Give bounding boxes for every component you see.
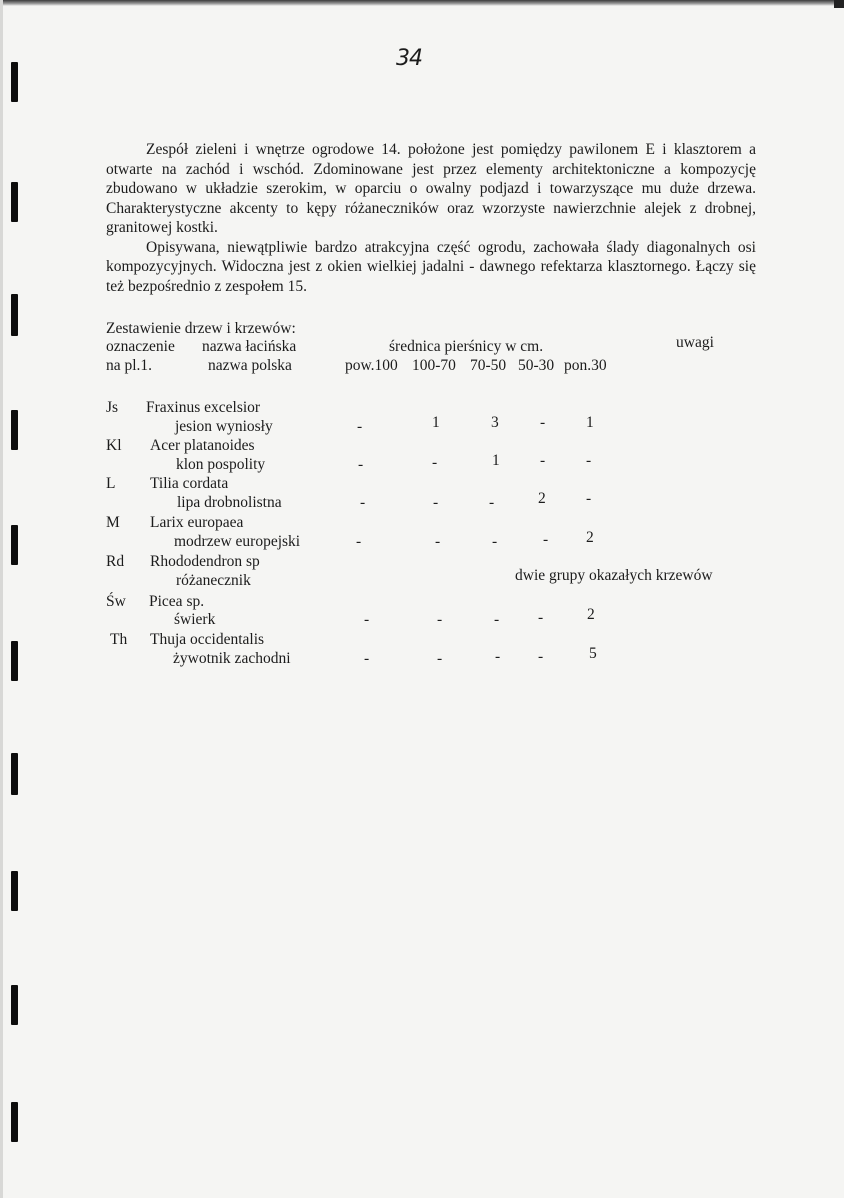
row-latin-name: Thuja occidentalis xyxy=(150,631,265,648)
body-text xyxy=(106,140,756,296)
row-latin-name: Rhododendron sp xyxy=(150,553,260,570)
row-count: - xyxy=(538,609,544,626)
row-latin-name: Acer platanoides xyxy=(150,437,255,454)
row-code: Th xyxy=(110,631,128,648)
row-remark: dwie grupy okazałych krzewów xyxy=(515,567,713,584)
row-count: - xyxy=(356,533,362,550)
binding-hole-mark xyxy=(11,753,18,795)
row-code: Rd xyxy=(106,553,125,570)
binding-hole-mark xyxy=(11,525,18,565)
page-number: 34 xyxy=(396,46,422,71)
row-code: M xyxy=(106,514,120,531)
col-header-remarks: uwagi xyxy=(676,334,714,351)
row-polish-name: świerk xyxy=(174,611,216,628)
scan-top-edge xyxy=(0,0,844,6)
row-count: 2 xyxy=(538,490,546,507)
row-count: 3 xyxy=(491,414,499,431)
row-count: 2 xyxy=(586,529,594,546)
row-latin-name: Tilia cordata xyxy=(150,475,229,492)
row-count: - xyxy=(586,490,592,507)
size-class-header: pon.30 xyxy=(564,357,607,374)
col-header-designation: oznaczenie xyxy=(106,338,175,355)
row-count: - xyxy=(364,611,370,628)
scan-corner-mark xyxy=(834,0,844,8)
row-count: 1 xyxy=(432,414,440,431)
binding-hole-mark xyxy=(11,294,18,336)
binding-hole-mark xyxy=(11,985,18,1025)
col-header-polish: nazwa polska xyxy=(208,357,292,374)
row-count: - xyxy=(432,454,438,471)
table-heading: Zestawienie drzew i krzewów: xyxy=(106,320,296,337)
binding-hole-mark xyxy=(11,182,18,222)
row-polish-name: jesion wyniosły xyxy=(175,418,273,435)
paragraph-2: Opisywana, niewątpliwie bardzo atrakcyjna część ogrodu, zachowała ślady diagonalnych osi kompozycyjnych. Widoczna jest z okien wielkiej jadalni - dawnego refektarza klasztornego. Łączy się też bezpośrednio z zespołem 15. xyxy=(106,238,756,295)
row-count: - xyxy=(538,648,544,665)
row-count: - xyxy=(492,533,498,550)
row-count: 2 xyxy=(587,606,595,623)
row-count: - xyxy=(540,414,546,431)
row-count: - xyxy=(540,452,546,469)
row-count: - xyxy=(495,648,501,665)
row-code: Js xyxy=(106,399,119,416)
scan-left-edge xyxy=(0,0,3,1198)
row-latin-name: Larix europaea xyxy=(150,514,244,531)
row-latin-name: Fraxinus excelsior xyxy=(146,399,261,416)
size-class-header: 50-30 xyxy=(518,357,555,374)
row-latin-name: Picea sp. xyxy=(149,593,205,610)
binding-hole-mark xyxy=(11,871,18,911)
row-count: - xyxy=(433,494,439,511)
size-class-header: 70-50 xyxy=(470,357,507,374)
row-polish-name: modrzew europejski xyxy=(174,533,301,550)
row-polish-name: żywotnik zachodni xyxy=(173,650,291,667)
size-class-header: pow.100 xyxy=(345,357,398,374)
col-header-latin: nazwa łacińska xyxy=(202,338,297,355)
row-count: 1 xyxy=(586,414,594,431)
row-polish-name: różanecznik xyxy=(176,572,251,589)
binding-hole-mark xyxy=(11,410,18,450)
row-count: - xyxy=(543,531,549,548)
row-polish-name: lipa drobnolistna xyxy=(177,494,282,511)
col-header-diameter: średnica pierśnicy w cm. xyxy=(389,338,544,355)
row-count: - xyxy=(360,494,366,511)
row-count: - xyxy=(437,650,443,667)
row-count: 1 xyxy=(492,452,500,469)
row-count: - xyxy=(435,533,441,550)
row-code: Św xyxy=(106,593,126,610)
binding-hole-mark xyxy=(11,1102,18,1142)
row-code: L xyxy=(106,475,116,492)
row-count: - xyxy=(364,650,370,667)
row-count: - xyxy=(494,611,500,628)
binding-hole-mark xyxy=(11,62,18,102)
row-polish-name: klon pospolity xyxy=(176,456,266,473)
row-count: - xyxy=(357,418,363,435)
size-class-header: 100-70 xyxy=(412,357,456,374)
row-count: - xyxy=(358,456,364,473)
paragraph-1: Zespół zieleni i wnętrze ogrodowe 14. położone jest pomiędzy pawilonem E i klasztorem a otwarte na zachód i wschód. Zdominowane jest przez elementy architektoniczne a kompozycję zbudowano w układzie szerokim, w oparciu o owalny podjazd i towarzyszące mu duże drzewa. Charakterystyczne akcenty to kępy różaneczników oraz wzorzyste nawierzchnie alejek z drobnej, granitowej kostki. xyxy=(106,141,756,236)
row-count: - xyxy=(489,494,495,511)
row-count: 5 xyxy=(589,645,597,662)
col-header-designation-sub: na pl.1. xyxy=(106,357,153,374)
row-count: - xyxy=(586,452,592,469)
binding-hole-mark xyxy=(11,641,18,681)
row-code: Kl xyxy=(106,437,122,454)
row-count: - xyxy=(437,611,443,628)
